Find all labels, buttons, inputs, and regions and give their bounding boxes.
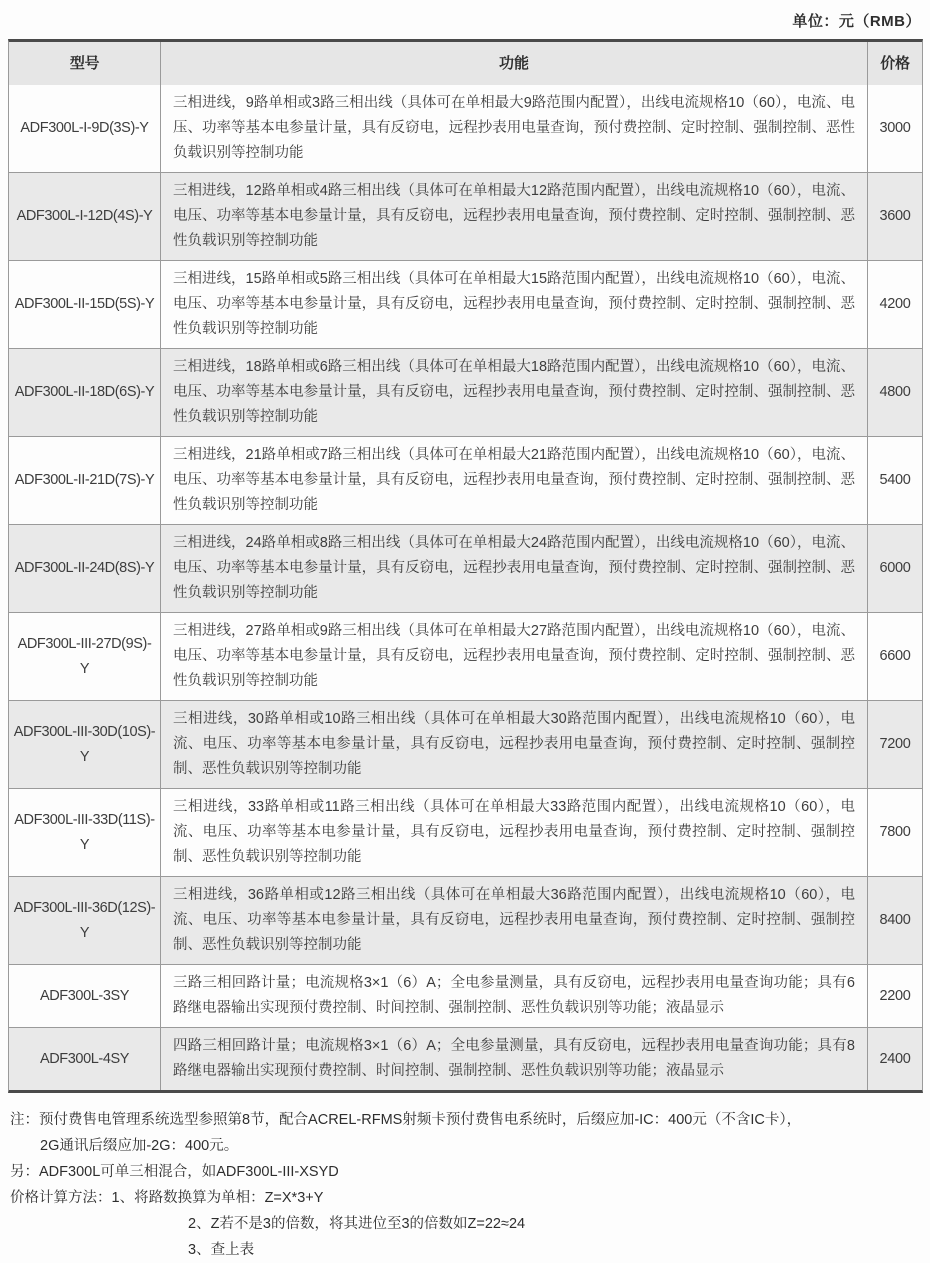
note-price-method-2: 2、Z若不是3的倍数，将其进位至3的倍数如Z=22≈24	[188, 1216, 526, 1232]
function-cell: 三相进线，33路单相或11路三相出线（具体可在单相最大33路范围内配置），出线电流规格10（60），电流、电压、功率等基本电参量计量，具有反窃电，远程抄表用电量查询，预付费控制、定时控制、强制控制、恶性负载识别等控制功能	[161, 789, 868, 876]
model-cell: ADF300L-I-12D(4S)-Y	[9, 173, 161, 260]
function-cell: 三相进线，15路单相或5路三相出线（具体可在单相最大15路范围内配置），出线电流规格10（60），电流、电压、功率等基本电参量计量，具有反窃电，远程抄表用电量查询，预付费控制、定时控制、强制控制、恶性负载识别等控制功能	[161, 261, 868, 348]
function-cell: 三相进线，9路单相或3路三相出线（具体可在单相最大9路范围内配置），出线电流规格10（60），电流、电压、功率等基本电参量计量，具有反窃电，远程抄表用电量查询，预付费控制、定时控制、强制控制、恶性负载识别等控制功能	[161, 85, 868, 172]
table-header-row	[9, 42, 922, 85]
model-cell: ADF300L-III-33D(11S)-Y	[9, 789, 161, 876]
table-body	[9, 85, 922, 1090]
table-row	[9, 1027, 922, 1090]
note-prepaid-system: 注：预付费售电管理系统选型参照第8节，配合ACREL-RFMS射频卡预付费售电系统时，后缀应加-IC：400元（不含IC卡），	[10, 1112, 802, 1128]
model-cell: ADF300L-II-21D(7S)-Y	[9, 437, 161, 524]
price-cell: 5400	[879, 472, 911, 488]
table-row	[9, 788, 922, 876]
model-cell: ADF300L-II-18D(6S)-Y	[9, 349, 161, 436]
header-model: 型号	[9, 42, 161, 85]
table-row	[9, 348, 922, 436]
note-price-method-1: 价格计算方法：1、将路数换算为单相：Z=X*3+Y	[10, 1190, 324, 1206]
model-cell: ADF300L-I-9D(3S)-Y	[9, 85, 161, 172]
header-function: 功能	[161, 42, 868, 85]
function-cell: 三路三相回路计量；电流规格3×1（6）A；全电参量测量，具有反窃电，远程抄表用电量查询功能；具有6路继电器输出实现预付费控制、时间控制、强制控制、恶性负载识别等功能；液晶显示	[161, 965, 868, 1027]
header-price: 价格	[880, 55, 910, 72]
note-price-method-3: 3、查上表	[188, 1242, 255, 1258]
table-row	[9, 260, 922, 348]
table-row	[9, 85, 922, 172]
price-cell: 2200	[879, 987, 911, 1004]
note-mixed-model: 另：ADF300L可单三相混合，如ADF300L-III-XSYD	[10, 1164, 339, 1180]
function-cell: 三相进线，18路单相或6路三相出线（具体可在单相最大18路范围内配置），出线电流规格10（60），电流、电压、功率等基本电参量计量，具有反窃电，远程抄表用电量查询，预付费控制、定时控制、强制控制、恶性负载识别等控制功能	[161, 349, 868, 436]
table-row	[9, 876, 922, 964]
price-cell: 2400	[879, 1050, 911, 1067]
table-row	[9, 964, 922, 1027]
function-cell: 三相进线，12路单相或4路三相出线（具体可在单相最大12路范围内配置），出线电流规格10（60），电流、电压、功率等基本电参量计量，具有反窃电，远程抄表用电量查询，预付费控制、定时控制、强制控制、恶性负载识别等控制功能	[161, 173, 868, 260]
price-cell: 4200	[879, 296, 911, 312]
model-cell: ADF300L-III-30D(10S)-Y	[9, 701, 161, 788]
table-row	[9, 524, 922, 612]
function-cell: 三相进线，36路单相或12路三相出线（具体可在单相最大36路范围内配置），出线电流规格10（60），电流、电压、功率等基本电参量计量，具有反窃电，远程抄表用电量查询，预付费控制、定时控制、强制控制、恶性负载识别等控制功能	[161, 877, 868, 964]
table-row	[9, 436, 922, 524]
price-cell: 3000	[879, 120, 911, 136]
price-table	[8, 39, 923, 1093]
price-cell: 8400	[879, 912, 911, 928]
table-row	[9, 612, 922, 700]
unit-label: 单位：元（RMB）	[792, 13, 921, 30]
function-cell: 四路三相回路计量；电流规格3×1（6）A；全电参量测量，具有反窃电，远程抄表用电量查询功能；具有8路继电器输出实现预付费控制、时间控制、强制控制、恶性负载识别等功能；液晶显示	[161, 1028, 868, 1090]
model-cell: ADF300L-II-24D(8S)-Y	[9, 525, 161, 612]
model-cell: ADF300L-4SY	[9, 1028, 161, 1090]
price-cell: 7200	[879, 736, 911, 752]
price-cell: 6000	[879, 560, 911, 576]
model-cell: ADF300L-II-15D(5S)-Y	[9, 261, 161, 348]
price-cell: 3600	[879, 208, 911, 224]
model-cell: ADF300L-III-27D(9S)-Y	[9, 613, 161, 700]
footnotes	[8, 1093, 923, 1263]
function-cell: 三相进线，21路单相或7路三相出线（具体可在单相最大21路范围内配置），出线电流规格10（60），电流、电压、功率等基本电参量计量，具有反窃电，远程抄表用电量查询，预付费控制、定时控制、强制控制、恶性负载识别等控制功能	[161, 437, 868, 524]
price-cell: 4800	[879, 384, 911, 400]
price-cell: 7800	[879, 824, 911, 840]
note-2g-suffix: 2G通讯后缀应加-2G：400元。	[40, 1138, 239, 1154]
function-cell: 三相进线，27路单相或9路三相出线（具体可在单相最大27路范围内配置），出线电流规格10（60），电流、电压、功率等基本电参量计量，具有反窃电，远程抄表用电量查询，预付费控制、定时控制、强制控制、恶性负载识别等控制功能	[161, 613, 868, 700]
function-cell: 三相进线，30路单相或10路三相出线（具体可在单相最大30路范围内配置），出线电流规格10（60），电流、电压、功率等基本电参量计量，具有反窃电，远程抄表用电量查询，预付费控制、定时控制、强制控制、恶性负载识别等控制功能	[161, 701, 868, 788]
model-cell: ADF300L-3SY	[9, 965, 161, 1027]
function-cell: 三相进线，24路单相或8路三相出线（具体可在单相最大24路范围内配置），出线电流规格10（60），电流、电压、功率等基本电参量计量，具有反窃电，远程抄表用电量查询，预付费控制、定时控制、强制控制、恶性负载识别等控制功能	[161, 525, 868, 612]
model-cell: ADF300L-III-36D(12S)-Y	[9, 877, 161, 964]
table-row	[9, 172, 922, 260]
price-cell: 6600	[879, 648, 911, 664]
table-row	[9, 700, 922, 788]
